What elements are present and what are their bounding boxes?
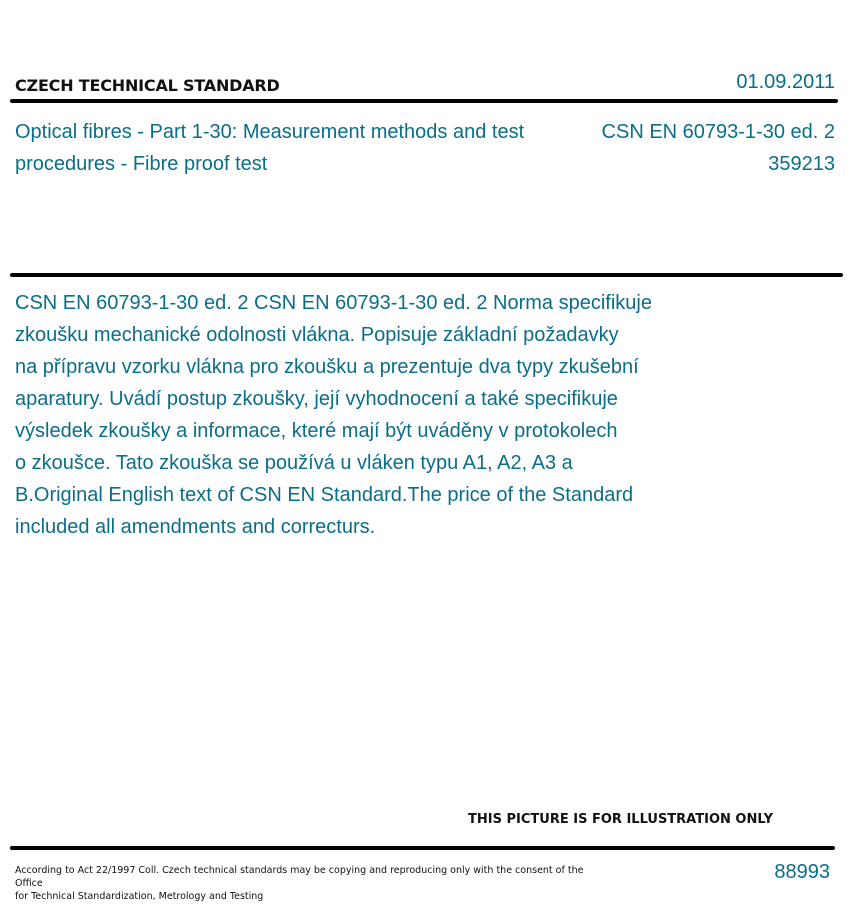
legal-notice: According to Act 22/1997 Coll. Czech technical standards may be copying and reproducing only with the consent of the Office for Technical Standardization, Metrology and Testing	[15, 865, 584, 902]
standard-identifier	[602, 116, 835, 180]
standard-description: CSN EN 60793-1-30 ed. 2 CSN EN 60793-1-30 ed. 2 Norma specifikuje zkoušku mechanické odolnosti vlákna. Popisuje základní požadavky na přípravu vzorku vlákna pro zkoušku a prezentuje dva typy zkušební aparatury. Uvádí postup zkoušky, její vyhodnocení a také specifikuje výsledek zkoušky a informace, které mají být uváděny v protokolech o zkoušce. Tato zkouška se používá u vláken typu A1, A2, A3 a B.Original English text of CSN EN Standard.The price of the Standard included all amendments and correcturs.	[15, 292, 652, 538]
header-divider	[10, 99, 838, 103]
standard-code: CSN EN 60793-1-30 ed. 2	[601, 121, 835, 143]
illustration-note: THIS PICTURE IS FOR ILLUSTRATION ONLY	[468, 812, 773, 827]
title-divider	[10, 273, 843, 277]
footer-divider	[10, 846, 835, 850]
standard-number: 359213	[768, 153, 835, 175]
catalog-number: 88993	[774, 861, 830, 883]
document-type-label: CZECH TECHNICAL STANDARD	[15, 76, 280, 95]
publication-date: 01.09.2011	[736, 71, 835, 93]
standard-title: Optical fibres - Part 1-30: Measurement methods and test procedures - Fibre proof test	[15, 121, 525, 175]
